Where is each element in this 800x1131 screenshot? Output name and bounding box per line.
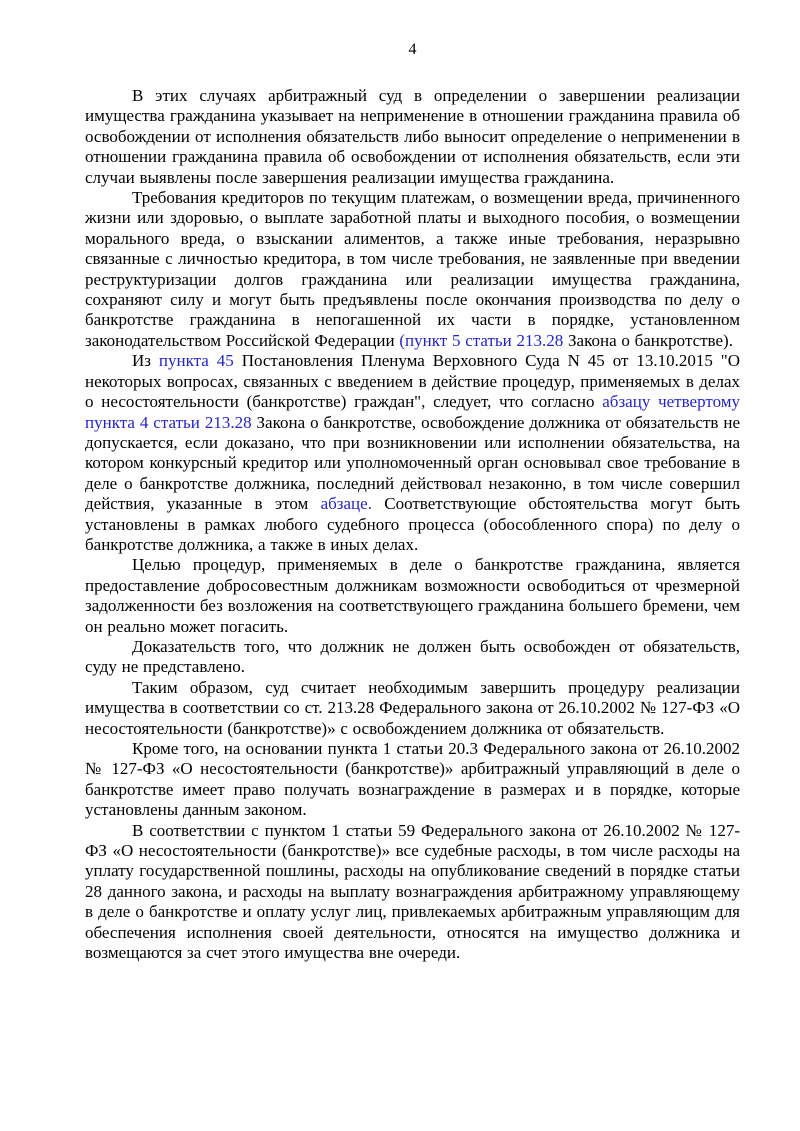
paragraph-text: Закона о банкротстве, освобождение должника от обязательств не допускается, если доказано, что при возникновении или исполнении обязательства, на котором конкурсный кредитор или уполномоченный орган основывал свое требование в деле о банкротстве должника, последний действовал незаконно, в том числе совершил действия, указанные в этом <box>85 412 741 514</box>
paragraph <box>85 739 740 821</box>
paragraph-text: Кроме того, на основании пункта 1 статьи 20.3 Федерального закона от 26.10.2002 № 127-ФЗ «О несостоятельности (банкротстве)» арбитражный управляющий в деле о банкротстве имеет право получать вознаграждение в размерах и в порядке, которые установлены данным законом. <box>85 739 740 820</box>
paragraph <box>85 821 740 964</box>
paragraph-text: Таким образом, суд считает необходимым завершить процедуру реализации имущества в соответствии со ст. 213.28 Федерального закона от 26.10.2002 № 127-ФЗ «О несостоятельности (банкротстве)» с освобождением должника от обязательств. <box>85 677 740 738</box>
paragraph-text: Закона о банкротстве). <box>563 330 733 350</box>
paragraph <box>85 637 740 678</box>
paragraph-text: Соответствующие обстоятельства могут быть установлены в рамках любого судебного процесса (обособленного спора) по делу о банкротстве должника, а также в иных делах. <box>85 494 740 554</box>
paragraph-text: В соответствии с пунктом 1 статьи 59 Федерального закона от 26.10.2002 № 127-ФЗ «О несостоятельности (банкротстве)» все судебные расходы, в том числе расходы на уплату государственной пошлины, расходы на опубликование сведений в порядке статьи 28 данного закона, и расходы на выплату вознаграждения арбитражному управляющему в деле о банкротстве и оплату услуг лиц, привлекаемых арбитражным управляющим для обеспечения исполнения своей деятельности, относятся на имущество должника и возмещаются за счет этого имущества вне очереди. <box>85 820 740 963</box>
legal-reference-link[interactable]: абзаце. <box>320 494 372 514</box>
paragraph <box>85 188 740 351</box>
paragraph-text: Доказательств того, что должник не должен быть освобожден от обязательств, суду не представлено. <box>85 636 740 677</box>
legal-reference-link[interactable]: абзацу четвертому пункта 4 статьи 213.28 <box>85 392 741 432</box>
paragraph-text: В этих случаях арбитражный суд в определении о завершении реализации имущества гражданина указывает на неприменение в отношении гражданина правила об освобождении от исполнения обязательств либо выносит определение о неприменении в отношении гражданина правила об освобождении от исполнения обязательств, если эти случаи выявлены после завершения реализации имущества гражданина. <box>85 86 740 187</box>
paragraph <box>85 555 740 637</box>
paragraph-text: Из <box>132 351 159 371</box>
paragraph <box>85 678 740 739</box>
paragraph-text: Постановления Пленума Верховного Суда N 45 от 13.10.2015 "О некоторых вопросах, связанных с введением в действие процедур, применяемых в делах о несостоятельности (банкротстве) граждан", следует, что согласно <box>85 351 740 412</box>
document-body <box>85 86 740 963</box>
paragraph-text: Целью процедур, применяемых в деле о банкротстве гражданина, является предоставление добросовестным должникам возможности освободиться от чрезмерной задолженности без возложения на соответствующего гражданина большего бремени, чем он реально может погасить. <box>85 555 740 636</box>
page-number: 4 <box>408 41 417 58</box>
legal-reference-link[interactable]: (пункт 5 статьи 213.28 <box>399 330 564 350</box>
legal-reference-link[interactable]: пункта 45 <box>158 351 234 371</box>
paragraph <box>85 351 740 555</box>
paragraph <box>85 86 740 188</box>
paragraph-text: Требования кредиторов по текущим платежам, о возмещении вреда, причиненного жизни или здоровью, о выплате заработной платы и выходного пособия, о возмещении морального вреда, о взыскании алиментов, а также иные требования, неразрывно связанные с личностью кредитора, в том числе требования, не заявленные при введении реструктуризации долгов гражданина или реализации имущества гражданина, сохраняют силу и могут быть предъявлены после окончания производства по делу о банкротстве гражданина в непогашенной их части в порядке, установленном законодательством Российской Федерации <box>85 188 740 350</box>
